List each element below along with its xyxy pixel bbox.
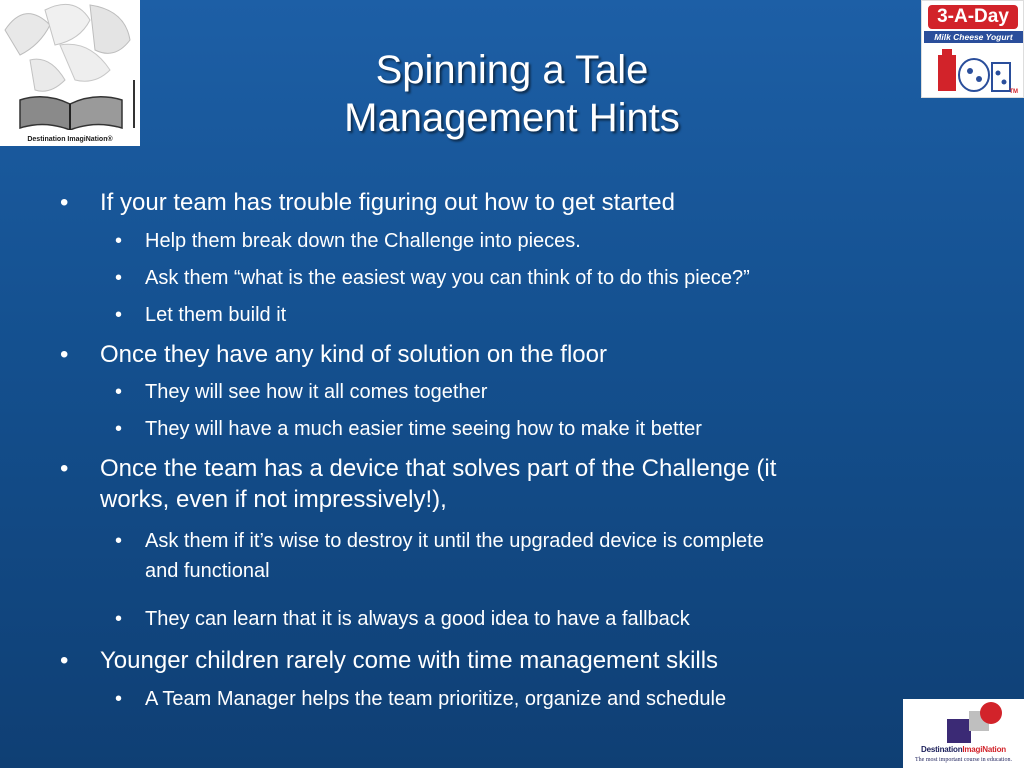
sub-bullet-text-line-2: and functional <box>145 560 270 582</box>
bullet-1 <box>60 187 675 218</box>
bullet-text: If your team has trouble figuring out how to get started <box>100 189 675 216</box>
three-a-day-subtitle: Milk Cheese Yogurt <box>924 31 1023 43</box>
bullet-marker: • <box>60 455 69 482</box>
bullet-marker: • <box>115 688 123 710</box>
bottom-right-tagline: The most important course in education. <box>915 757 1012 763</box>
bullet-text-line-2: works, even if not impressively!), <box>100 486 447 513</box>
bullet-text: Younger children rarely come with time management skills <box>100 647 719 674</box>
sub-bullet-4-1 <box>115 684 727 714</box>
sub-bullet-text: They will have a much easier time seeing how to make it better <box>145 418 702 440</box>
sub-bullet-3-1 <box>115 526 764 586</box>
bullet-marker: • <box>115 418 123 440</box>
bullet-text-line-1: Once the team has a device that solves part of the Challenge (it <box>100 455 777 482</box>
bullet-4 <box>60 645 719 676</box>
title-line-1: Spinning a Tale <box>375 48 649 92</box>
sub-bullet-text: Help them break down the Challenge into pieces. <box>145 230 581 252</box>
sub-bullet-1-3 <box>115 300 287 330</box>
bullet-marker: • <box>115 608 123 630</box>
top-left-logo-caption: Destination ImagiNation® <box>27 136 113 143</box>
sub-bullet-2-2 <box>115 414 702 444</box>
bullet-marker: • <box>115 381 123 403</box>
sub-bullet-1-2 <box>115 263 750 293</box>
bullet-marker: • <box>115 530 123 552</box>
sub-bullet-2-1 <box>115 377 488 407</box>
sub-bullet-text-line-1: Ask them if it’s wise to destroy it until the upgraded device is complete <box>145 530 764 552</box>
sub-bullet-3-2 <box>115 604 690 634</box>
sub-bullet-1-1 <box>115 226 581 256</box>
bullet-marker: • <box>115 267 123 289</box>
bullet-marker: • <box>60 189 69 216</box>
sub-bullet-text: Let them build it <box>145 304 287 326</box>
three-a-day-brand: 3-A-Day <box>928 5 1018 29</box>
bullet-text: Once they have any kind of solution on the floor <box>100 341 607 368</box>
bullet-marker: • <box>115 230 123 252</box>
sub-bullet-text: They will see how it all comes together <box>145 381 488 403</box>
brand-part-b: ImagiNation <box>962 745 1006 754</box>
sub-bullet-text: Ask them “what is the easiest way you can think of to do this piece?” <box>145 267 750 289</box>
bullet-3 <box>60 453 777 515</box>
bullet-marker: • <box>60 647 69 674</box>
sub-bullet-text: A Team Manager helps the team prioritize, organize and schedule <box>145 688 727 710</box>
title-line-2: Management Hints <box>344 96 680 140</box>
bullet-marker: • <box>115 304 123 326</box>
trademark-mark: TM <box>1009 89 1018 95</box>
sub-bullet-text: They can learn that it is always a good idea to have a fallback <box>145 608 690 630</box>
bullet-2 <box>60 339 607 370</box>
bullet-marker: • <box>60 341 69 368</box>
brand-part-a: Destination <box>921 745 963 754</box>
